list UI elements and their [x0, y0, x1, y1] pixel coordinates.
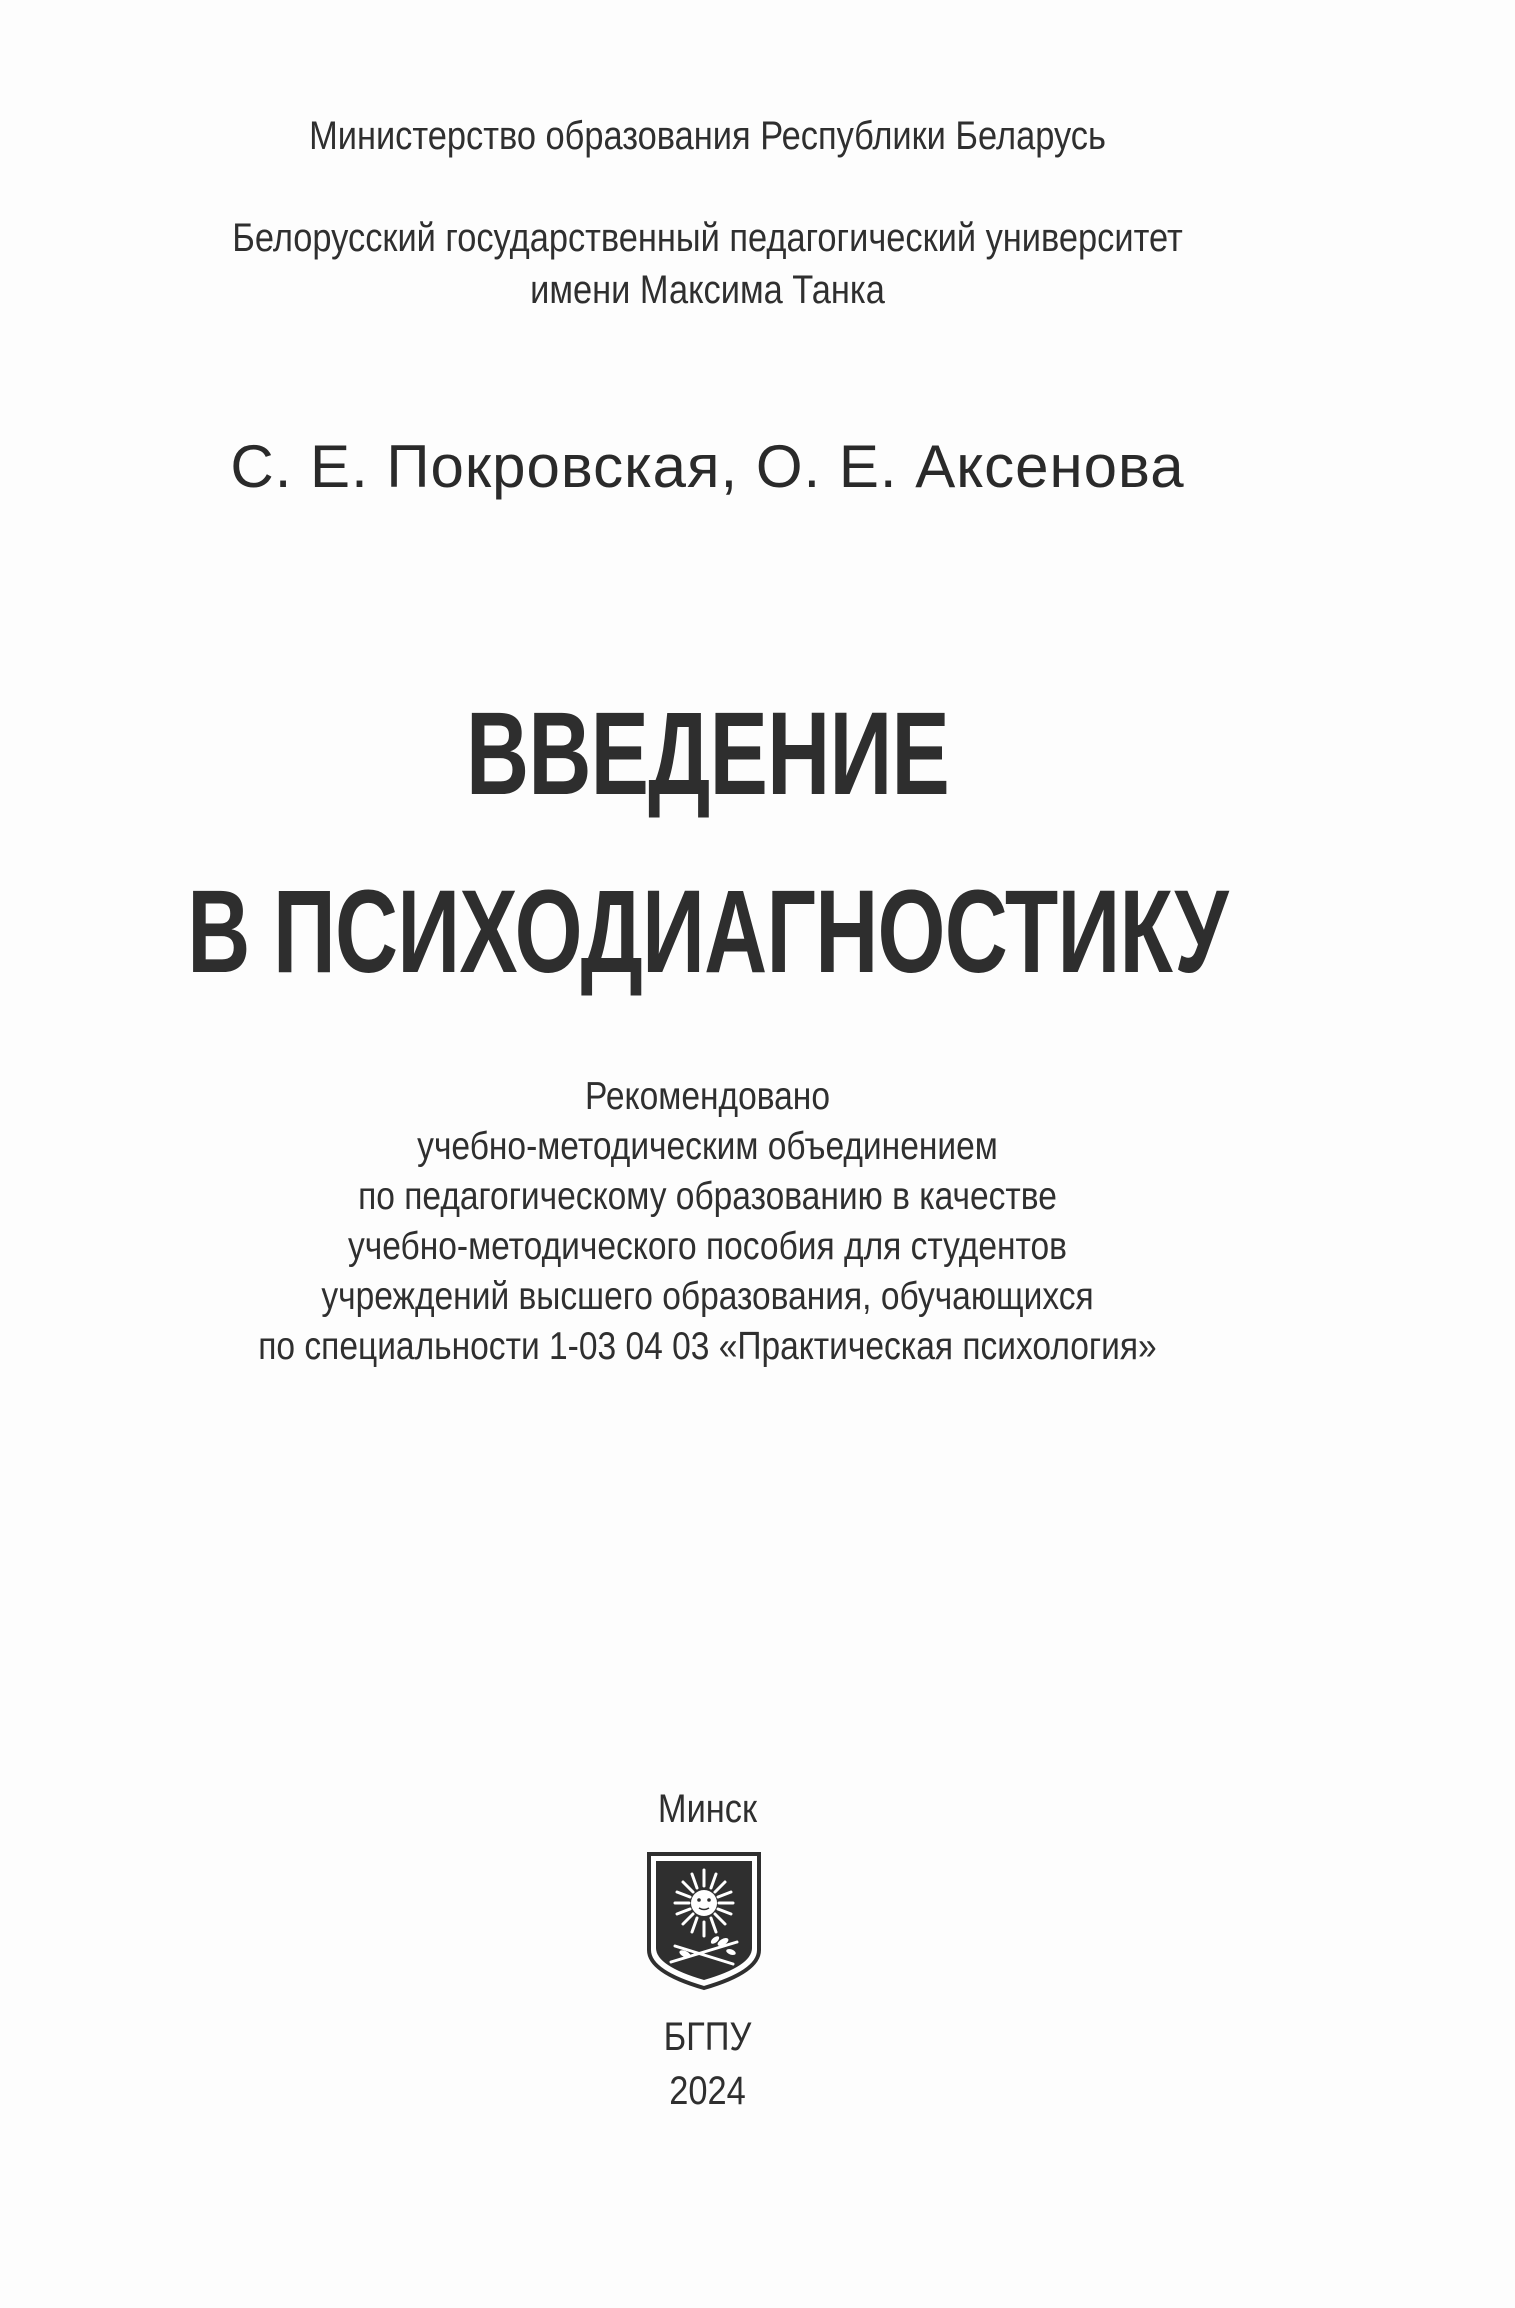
- recommendation-line: по педагогическому образованию в качестве: [358, 1175, 1057, 1218]
- book-title-line-2: В ПСИХОДИАГНОСТИКУ: [187, 866, 1228, 998]
- university-line-1: Белорусский государственный педагогический университет: [232, 216, 1183, 260]
- ministry-line: Министерство образования Республики Беларусь: [309, 114, 1106, 158]
- university-line-2: имени Максима Танка: [530, 268, 885, 312]
- university-name: [99, 212, 1316, 316]
- recommendation-line: учебно-методического пособия для студентов: [348, 1225, 1067, 1268]
- recommendation-line: по специальности 1-03 04 03 «Практическая психология»: [258, 1325, 1157, 1368]
- book-title: [184, 665, 1231, 1021]
- publisher-name: БГПУ: [663, 2015, 752, 2059]
- recommendation-line: учебно-методическим объединением: [417, 1125, 998, 1168]
- imprint-city: Минск: [657, 1787, 758, 1831]
- recommendation-line: учреждений высшего образования, обучающихся: [321, 1275, 1094, 1318]
- ministry-name: [99, 112, 1316, 160]
- university-emblem-icon: [645, 1850, 763, 1992]
- recommendation-line: Рекомендовано: [585, 1075, 830, 1118]
- publication-year: 2024: [669, 2069, 746, 2113]
- imprint-publisher: [99, 2010, 1316, 2118]
- authors: С. Е. Покровская, О. Е. Аксенова: [230, 433, 1185, 500]
- recommendation-note: [99, 1072, 1316, 1372]
- book-title-line-1: ВВЕДЕНИЕ: [466, 688, 949, 820]
